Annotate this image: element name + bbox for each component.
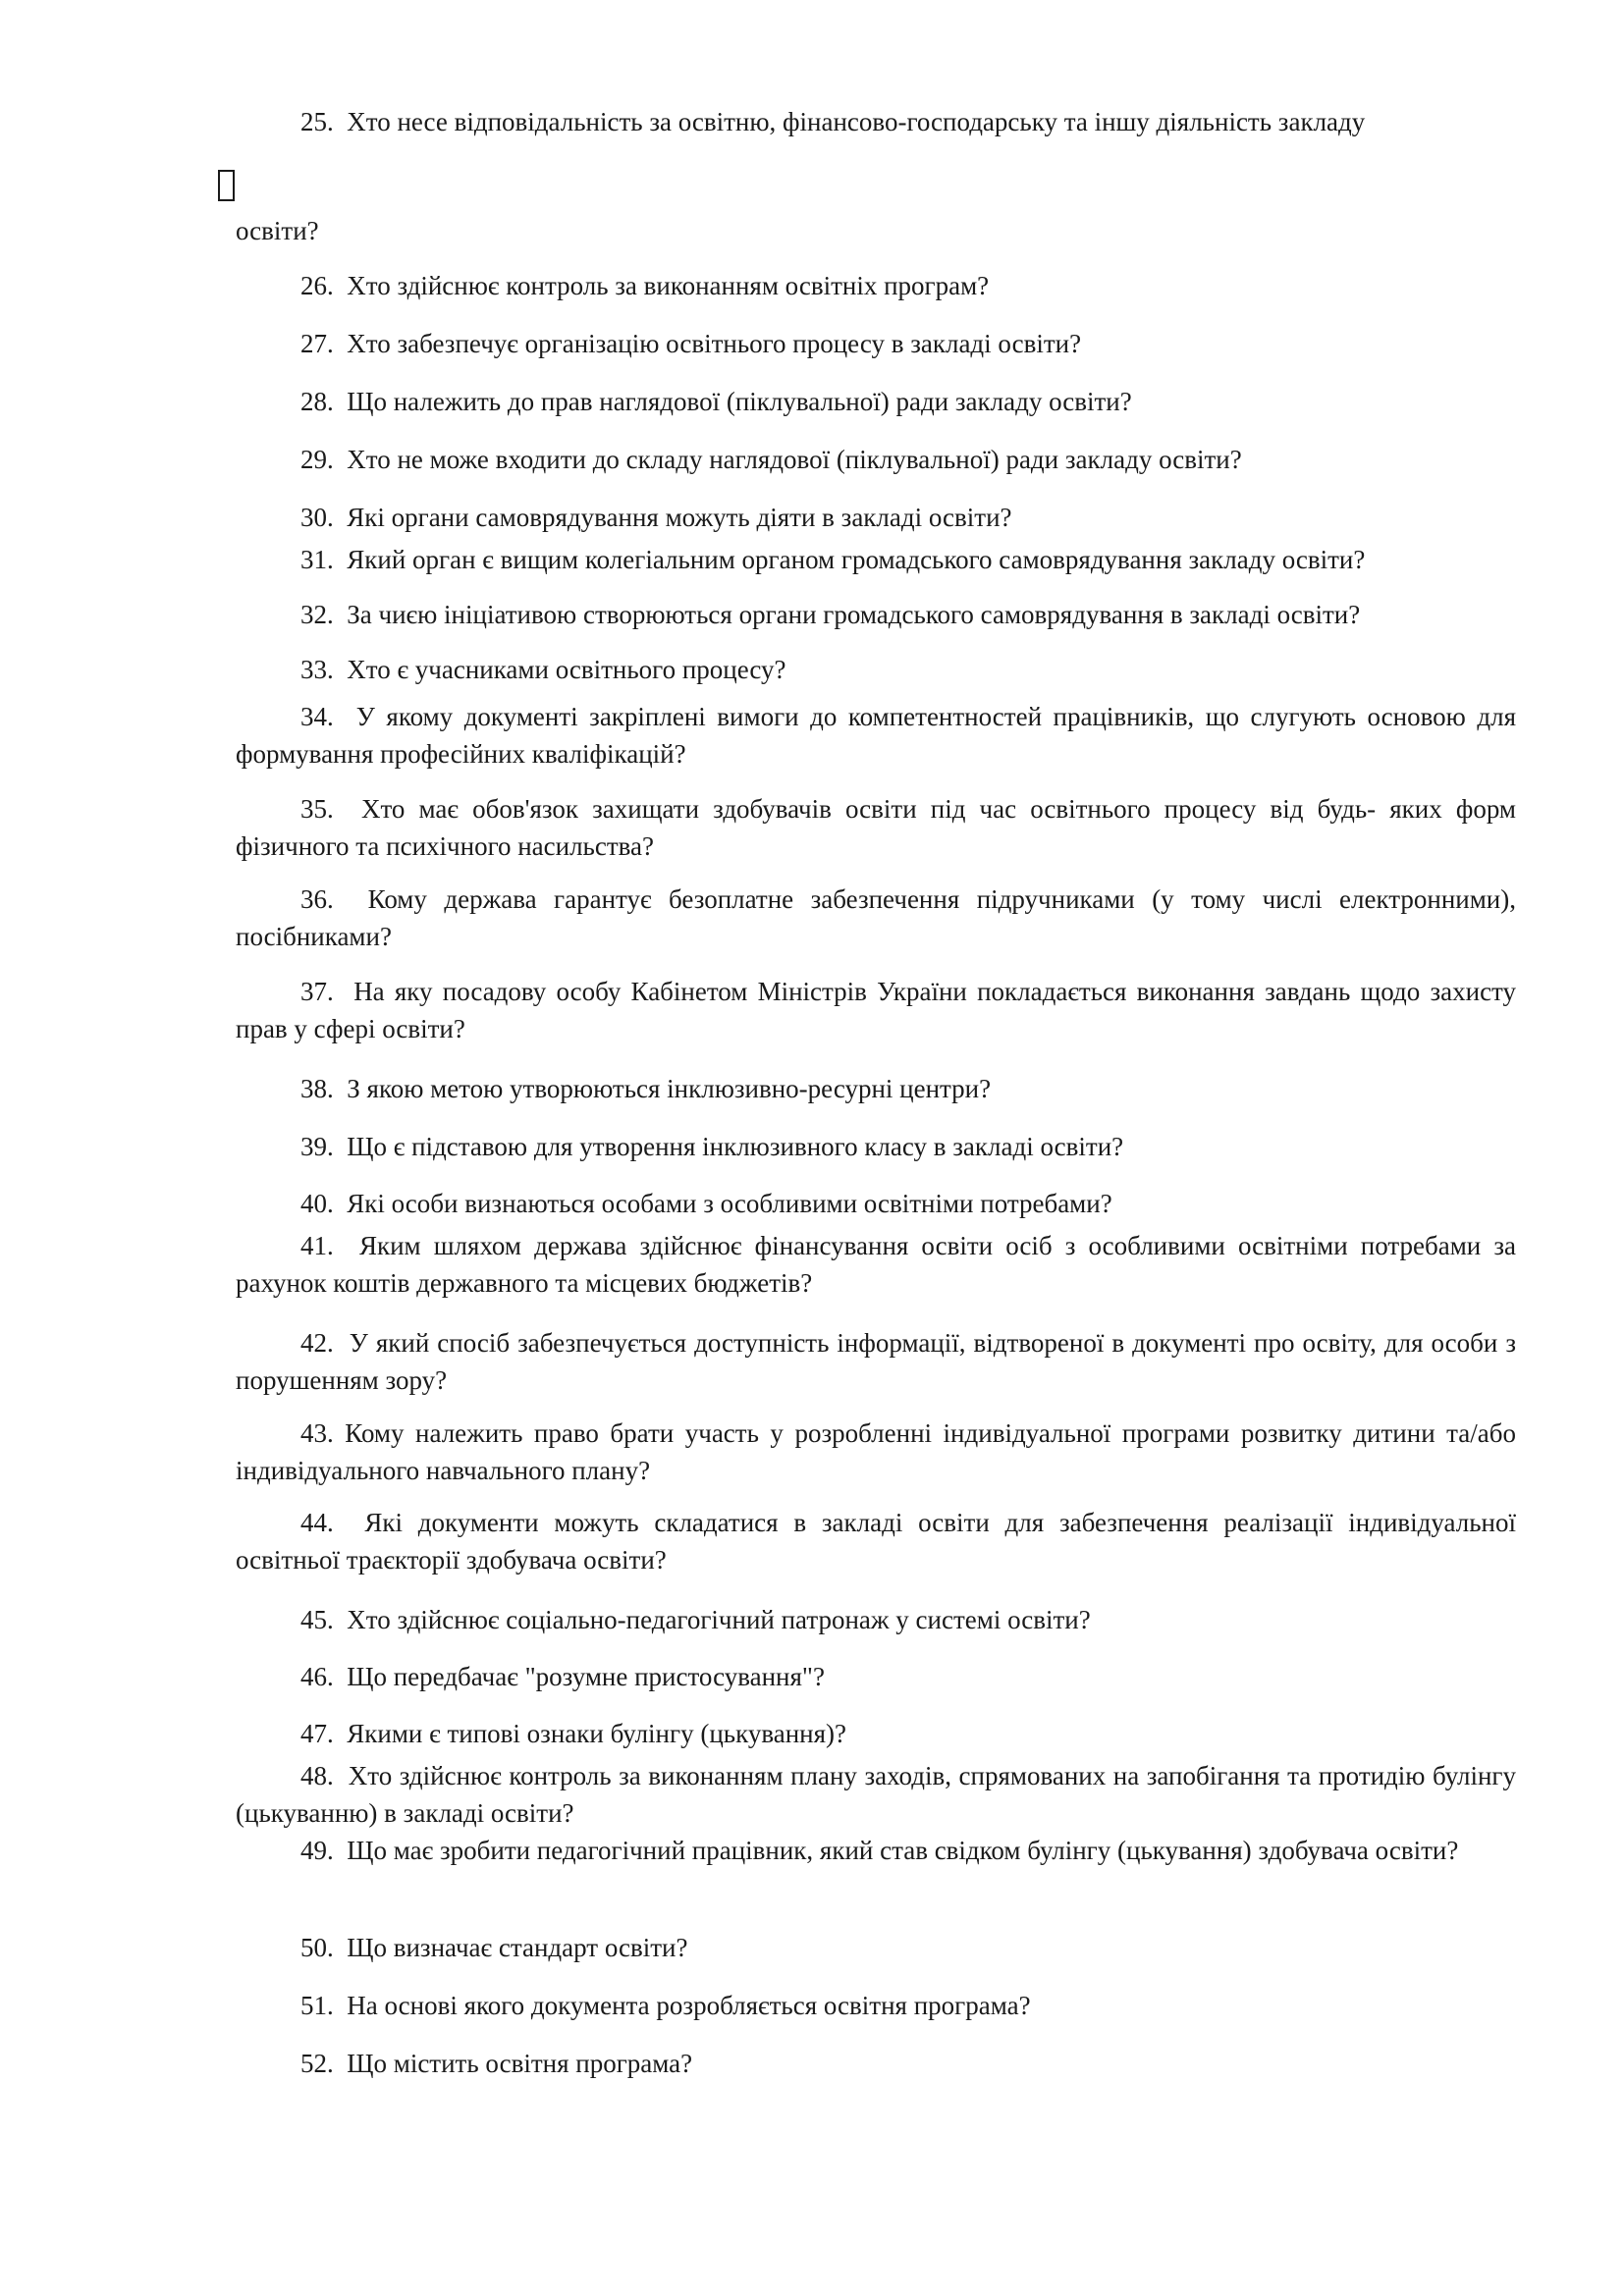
question-40: 40. Які особи визнаються особами з особливими освітніми потребами?: [300, 1189, 1112, 1218]
question-50: 50. Що визначає стандарт освіти?: [300, 1933, 688, 1962]
question-33: 33. Хто є учасниками освітнього процесу?: [300, 655, 786, 684]
question-44: 44. Які документи можуть складатися в закладі освіти для забезпечення реалізації індивідуальної освітньої траєкторії здобувача освіти?: [236, 1508, 1516, 1575]
question-51: 51. На основі якого документа розробляється освітня програма?: [300, 1991, 1031, 2020]
question-27: 27. Хто забезпечує організацію освітнього процесу в закладі освіти?: [300, 329, 1082, 358]
question-32: 32. За чиєю ініціативою створюються органи громадського самоврядування в закладі освіти?: [300, 600, 1361, 629]
question-41: 41. Яким шляхом держава здійснює фінансування освіти осіб з особливими освітніми потребами за рахунок коштів державного та місцевих бюджетів?: [236, 1231, 1517, 1298]
question-29: 29. Хто не може входити до складу наглядової (піклувальної) ради закладу освіти?: [300, 445, 1242, 474]
question-47: 47. Якими є типові ознаки булінгу (цькування)?: [300, 1719, 846, 1748]
question-37: 37. На яку посадову особу Кабінетом Міністрів України покладається виконання завдань щодо захисту прав у сфері освіти?: [236, 977, 1516, 1043]
question-26: 26. Хто здійснює контроль за виконанням освітніх програм?: [300, 271, 990, 300]
question-49: 49. Що має зробити педагогічний працівник, який став свідком булінгу (цькування) здобувача освіти?: [300, 1836, 1459, 1865]
missing-glyph-icon: [218, 170, 235, 201]
question-43: 43. Кому належить право брати участь у розробленні індивідуальної програми розвитку дитини та/або індивідуального навчального плану?: [236, 1418, 1517, 1485]
question-46: 46. Що передбачає "розумне пристосування"?: [300, 1662, 825, 1691]
question-52: 52. Що містить освітня програма?: [300, 2049, 693, 2078]
question-28: 28. Що належить до прав наглядової (піклувальної) ради закладу освіти?: [300, 387, 1132, 416]
question-39: 39. Що є підставою для утворення інклюзивного класу в закладі освіти?: [300, 1132, 1124, 1161]
question-31: 31. Який орган є вищим колегіальним органом громадського самоврядування закладу освіти?: [300, 545, 1366, 574]
question-38: 38. З якою метою утворюються інклюзивно-ресурні центри?: [300, 1074, 992, 1103]
question-48: 48. Хто здійснює контроль за виконанням плану заходів, спрямованих на запобігання та протидію булінгу (цькуванню) в закладі освіти?: [236, 1761, 1517, 1828]
question-25: 25. Хто несе відповідальність за освітню, фінансово-господарську та іншу діяльність закладу: [300, 107, 1366, 136]
question-45: 45. Хто здійснює соціально-педагогічний патронаж у системі освіти?: [300, 1605, 1091, 1634]
question-36: 36. Кому держава гарантує безоплатне забезпечення підручниками (у тому числі електронними), посібниками?: [236, 884, 1516, 951]
question-34: 34. У якому документі закріплені вимоги до компетентностей працівників, що слугують основою для формування професійних кваліфікацій?: [236, 702, 1516, 769]
question-35: 35. Хто має обов'язок захищати здобувачів освіти під час освітнього процесу від будь- яких форм фізичного та психічного насильства?: [236, 794, 1516, 861]
question-30: 30. Які органи самоврядування можуть діяти в закладі освіти?: [300, 503, 1012, 532]
question-42: 42. У який спосіб забезпечується доступність інформації, відтвореної в документі про освіту, для особи з порушенням зору?: [236, 1328, 1516, 1395]
question-25-continuation: освіти?: [236, 216, 319, 245]
